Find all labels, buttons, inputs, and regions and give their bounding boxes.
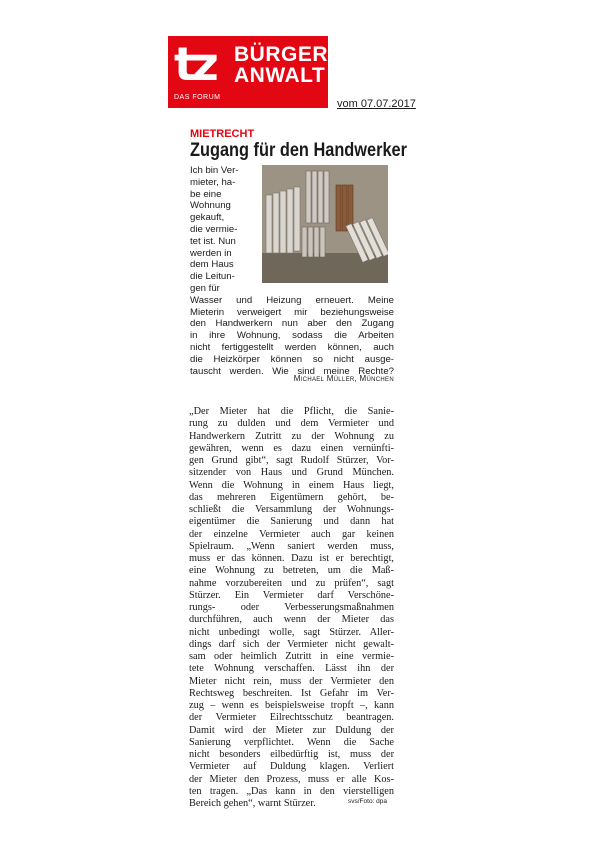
answer-line: tete Wohnung verschaffen. Lässt ihn der bbox=[189, 663, 394, 675]
question-line: nicht fertiggestellt werden können, auch bbox=[190, 341, 394, 353]
question-line: Wohnung bbox=[190, 200, 231, 212]
answer-line: Bereich gehen“, warnt Stürzer. bbox=[189, 798, 316, 809]
answer-line: zug – wenn es beispielsweise tropft –, kann bbox=[189, 700, 394, 711]
answer-line: „Der Mieter hat die Pflicht, die Sanie- bbox=[189, 406, 394, 417]
expert-answer bbox=[189, 406, 394, 810]
answer-line: nahme vorzubereiten und zu prüfen“, sagt bbox=[189, 577, 394, 589]
answer-line: durchführen, auch wenn der Mieter das bbox=[189, 614, 394, 626]
answer-line: Vermieter auf Duldung klagen. Verliert bbox=[189, 761, 394, 773]
question-line: mieter, ha- bbox=[190, 176, 236, 188]
question-line: die Heizkörper können so nicht ausge- bbox=[190, 353, 394, 365]
publication-date: vom 07.07.2017 bbox=[337, 98, 416, 110]
answer-line: gewähren, wenn es dazu einen vernünfti- bbox=[189, 442, 394, 454]
answer-line: rung zu dulden und dem Vermieter und bbox=[189, 418, 394, 430]
question-full-block bbox=[190, 295, 394, 378]
answer-line: eigentümer die Sanierung und dann hat bbox=[189, 516, 394, 528]
article-headline: Zugang für den Handwerker bbox=[190, 140, 407, 161]
question-line: dem Haus bbox=[190, 259, 234, 271]
question-line: Mieterin verweigert mir beziehungsweise bbox=[190, 306, 394, 318]
answer-line: der Vermieter Eilrechtsschutz beantragen. bbox=[189, 712, 394, 724]
question-line: tauscht werden. Wie sind meine Rechte? bbox=[190, 365, 394, 377]
question-signature: Michael Müller, München bbox=[293, 374, 394, 383]
logo-title-line1: BÜRGER bbox=[234, 43, 329, 66]
tz-buergeranwalt-logo bbox=[168, 36, 328, 108]
question-line: gekauft, bbox=[190, 212, 225, 224]
answer-line: gen Grund gibt“, sagt Rudolf Stürzer, Vor- bbox=[189, 455, 394, 466]
reader-question bbox=[190, 165, 394, 377]
answer-line: der Mieter den Prozess, muss er alle Kos- bbox=[189, 773, 394, 785]
answer-line: sam oder heimlich Zutritt in eine vermie- bbox=[189, 651, 394, 662]
answer-line: nicht unbedingt wolle, sagt Stürzer. Aller- bbox=[189, 626, 394, 638]
answer-line: nicht besonders eilbedürftig ist, muss der bbox=[189, 749, 394, 760]
logo-subtitle: DAS FORUM bbox=[174, 94, 221, 101]
article-kicker: MIETRECHT bbox=[190, 128, 255, 140]
answer-line: muss er das können. Dazu ist er berechtigt, bbox=[189, 553, 394, 564]
question-line: be eine bbox=[190, 188, 222, 200]
answer-line: Handwerkern Zutritt zu der Wohnung zu bbox=[189, 430, 394, 442]
answer-line: der einzelne Vermieter auch gar keinen bbox=[189, 528, 394, 540]
question-line: tet ist. Nun bbox=[190, 235, 236, 247]
question-line: die vermie- bbox=[190, 223, 238, 235]
question-line: in ihre Wohnung, sodass die Arbeiten bbox=[190, 330, 394, 342]
answer-line: Stürzer. Ein Vermieter darf Verschöne- bbox=[189, 589, 394, 601]
answer-line: Sanierung verpflichtet. Wenn die Sache bbox=[189, 736, 394, 748]
answer-line: rungs- oder Verbesserungsmaßnahmen bbox=[189, 602, 394, 613]
question-line: den Handwerkern nun aber den Zugang bbox=[190, 318, 394, 330]
answer-line: ten tragen. „Das kann in den vierstelligen bbox=[189, 785, 394, 797]
question-line: Wasser und Heizung erneuert. Meine bbox=[190, 294, 394, 306]
question-line: gen für bbox=[190, 282, 220, 294]
question-wrapped-block bbox=[190, 165, 256, 295]
answer-line: Damit wird der Mieter zur Duldung der bbox=[189, 724, 394, 736]
question-line: die Leitun- bbox=[190, 271, 235, 283]
answer-line: Rechtsweg beschreiten. Ist Gefahr im Ver- bbox=[189, 687, 394, 699]
logo-brand: tz bbox=[174, 37, 215, 91]
question-line: werden in bbox=[190, 247, 232, 259]
answer-line: Wenn die Wohnung in einem Haus liegt, bbox=[189, 479, 394, 491]
logo-title-line2: ANWALT bbox=[234, 64, 326, 87]
answer-line: sitzender von Haus und Grund München. bbox=[189, 467, 394, 479]
answer-line: Mieter nicht rein, muss der Vermieter den bbox=[189, 675, 394, 687]
answer-line: Spielraum. „Wenn saniert werden muss, bbox=[189, 540, 394, 552]
answer-line: schließt die Versammlung der Wohnungs- bbox=[189, 504, 394, 515]
question-line: Ich bin Ver- bbox=[190, 165, 239, 176]
answer-line: dings darf sich der Vermieter nicht gewalt- bbox=[189, 638, 394, 650]
answer-line: eine Wohnung zu betreten, um die Maß- bbox=[189, 565, 394, 577]
photo-credit: svs/Foto: dpa bbox=[348, 798, 388, 805]
answer-line: das mehreren Eigentümern gehört, be- bbox=[189, 491, 394, 503]
